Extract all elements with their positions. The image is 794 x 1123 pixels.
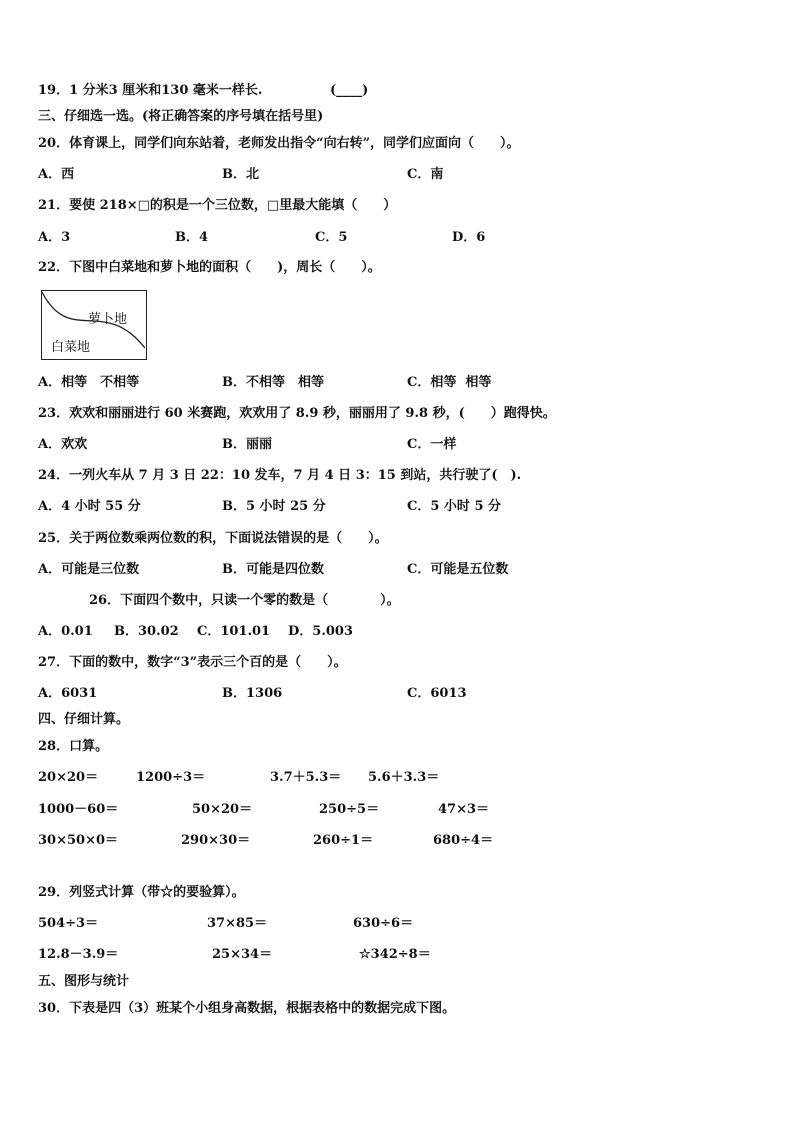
option-a: A．3 (38, 230, 71, 245)
section-3-title: 三、仔细选一选。(将正确答案的序号填在括号里) (38, 109, 324, 124)
vertical-calc-item: 25×34＝ (212, 947, 273, 962)
option-b: B．30.02 (114, 624, 179, 639)
question-text: 19．1 分米3 厘米和130 毫米一样长. (38, 83, 263, 98)
oral-calc-item: 3.7＋5.3＝ (270, 770, 342, 785)
question-30-text: 30．下表是四（3）班某个小组身高数据，根据表格中的数据完成下图。 (38, 1001, 456, 1016)
option-a: A．4 小时 55 分 (38, 499, 141, 514)
question-text: 23．欢欢和丽丽进行 60 米赛跑，欢欢用了 8.9 秒，丽丽用了 9.8 秒，( ）跑得快。 (38, 406, 556, 421)
oral-calc-item: 1000－60＝ (38, 802, 119, 817)
vertical-calc-item: 630÷6＝ (353, 916, 414, 931)
option-b: B．4 (175, 230, 209, 245)
question-text: 25．关于两位数乘两位数的积，下面说法错误的是（ ）。 (38, 531, 388, 546)
oral-calc-item: 250÷5＝ (319, 802, 380, 817)
option-a: A．欢欢 (38, 437, 88, 452)
option-d: D．6 (452, 230, 486, 245)
vertical-calc-item: ☆342÷8＝ (359, 947, 431, 962)
option-c: C．101.01 (197, 624, 271, 639)
option-a: A．可能是三位数 (38, 562, 140, 577)
option-c: C．5 小时 5 分 (407, 499, 502, 514)
option-c: C．可能是五位数 (407, 562, 509, 577)
oral-calc-item: 30×50×0＝ (38, 833, 119, 848)
cabbage-field-label: 白菜地 (51, 340, 91, 355)
question-text: 27．下面的数中，数字“3”表示三个百的是（ ）。 (38, 655, 347, 670)
option-c: C．南 (407, 167, 444, 182)
radish-field-label: 萝卜地 (88, 312, 128, 327)
section-5-title: 五、图形与统计 (38, 974, 130, 989)
question-text: 20．体育课上，同学们向东站着，老师发出指令“向右转”，同学们应面向（ ）。 (38, 136, 520, 151)
question-text: 26．下面四个数中，只读一个零的数是（ ）。 (89, 593, 400, 608)
question-text: 28．口算。 (38, 739, 109, 754)
option-c: C．6013 (407, 686, 467, 701)
option-a: A．西 (38, 167, 75, 182)
option-b: B．北 (222, 167, 259, 182)
answer-blank: (____) (330, 83, 369, 98)
option-b: B．丽丽 (222, 437, 272, 452)
oral-calc-item: 47×3＝ (438, 802, 490, 817)
oral-calc-item: 260÷1＝ (313, 833, 374, 848)
option-a: A．0.01 (38, 624, 93, 639)
oral-calc-item: 680÷4＝ (433, 833, 494, 848)
oral-calc-item: 1200÷3＝ (136, 770, 206, 785)
vertical-calc-item: 37×85＝ (207, 916, 268, 931)
option-c: C．一样 (407, 437, 457, 452)
oral-calc-item: 290×30＝ (181, 833, 251, 848)
option-a: A．相等 不相等 (38, 375, 140, 390)
question-text: 29．列竖式计算（带☆的要验算）。 (38, 885, 245, 900)
oral-calc-item: 20×20＝ (38, 770, 99, 785)
question-text: 21．要使 218×□的积是一个三位数，□里最大能填（ ） (38, 198, 397, 213)
section-4-title: 四、仔细计算。 (38, 712, 130, 727)
oral-calc-item: 50×20＝ (192, 802, 253, 817)
question-text: 24．一列火车从 7 月 3 日 22：10 发车，7 月 4 日 3：15 到站，共行驶了( ). (38, 468, 522, 483)
option-b: B．5 小时 25 分 (222, 499, 326, 514)
question-text: 22．下图中白菜地和萝卜地的面积（ )，周长（ ）。 (38, 260, 381, 275)
option-b: B．可能是四位数 (222, 562, 324, 577)
vertical-calc-item: 504÷3＝ (38, 916, 99, 931)
oral-calc-item: 5.6＋3.3＝ (368, 770, 440, 785)
option-c: C．相等 相等 (407, 375, 492, 390)
option-b: B．不相等 相等 (222, 375, 324, 390)
option-b: B．1306 (222, 686, 283, 701)
option-c: C．5 (315, 230, 348, 245)
vertical-calc-item: 12.8－3.9＝ (38, 947, 119, 962)
option-a: A．6031 (38, 686, 98, 701)
garden-figure (41, 290, 147, 360)
option-d: D．5.003 (288, 624, 353, 639)
